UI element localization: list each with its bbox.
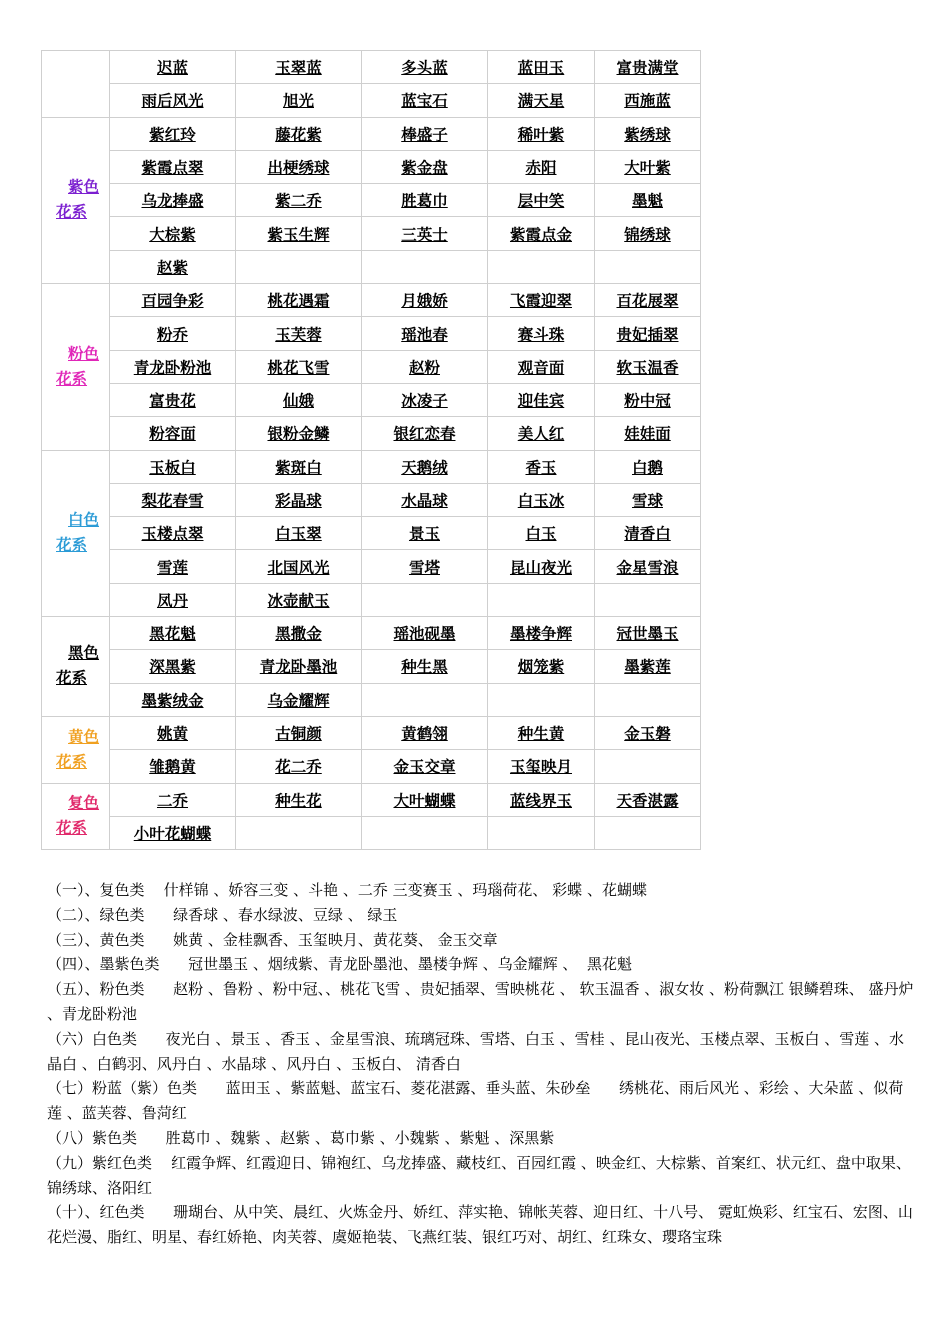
variety-cell: [595, 617, 701, 650]
variety-link[interactable]: 雨后风光: [141, 92, 204, 111]
category-label: [42, 783, 110, 850]
table-row: [42, 250, 701, 283]
variety-cell: [236, 184, 362, 217]
table-row: [42, 750, 701, 783]
variety-link[interactable]: 白玉翠: [275, 525, 322, 544]
variety-link[interactable]: 冰凌子: [401, 392, 448, 411]
variety-cell: [236, 650, 362, 683]
variety-link[interactable]: 多头蓝: [401, 59, 448, 78]
variety-link[interactable]: 黑撒金: [275, 625, 322, 644]
variety-cell: [595, 450, 701, 483]
variety-link[interactable]: 清香白: [624, 525, 671, 544]
variety-link[interactable]: 二乔: [156, 791, 188, 810]
variety-cell: [595, 750, 701, 783]
variety-link[interactable]: 银粉金鳞: [267, 425, 330, 444]
variety-cell: [236, 317, 362, 350]
variety-link[interactable]: 凤丹: [156, 591, 188, 610]
variety-link[interactable]: 锦绣球: [624, 225, 671, 244]
variety-link[interactable]: 紫绣球: [624, 125, 671, 144]
variety-cell: [110, 583, 236, 616]
variety-link[interactable]: 赵紫: [156, 258, 188, 277]
variety-link[interactable]: 软玉温香: [616, 358, 679, 377]
table-row: [42, 51, 701, 84]
variety-cell: [488, 184, 595, 217]
variety-link[interactable]: 雪球: [631, 492, 663, 510]
table-row: [42, 450, 701, 483]
variety-link[interactable]: 青龙卧粉池: [133, 358, 212, 377]
variety-link[interactable]: 彩晶球: [275, 492, 322, 510]
variety-cell: [488, 284, 595, 317]
variety-cell: [595, 51, 701, 84]
category-label-line2: 花系: [56, 536, 88, 555]
table-row: [42, 217, 701, 250]
variety-cell: [488, 583, 595, 616]
note-line: （九）紫红色类 红霞争辉、红霞迎日、锦袍红、乌龙捧盛、藏枝红、百园红霞 、映金红、大棕紫、首案红、状元红、盘中取果、锦绣球、洛阳红: [47, 1153, 911, 1197]
variety-link[interactable]: 梨花春雪: [141, 492, 204, 510]
variety-link[interactable]: 三英士: [401, 225, 448, 244]
variety-link[interactable]: 仙娥: [282, 392, 314, 411]
variety-link[interactable]: 墨楼争辉: [509, 625, 572, 644]
variety-link[interactable]: 水晶球: [401, 492, 448, 510]
variety-cell: [110, 383, 236, 416]
table-row: [42, 783, 701, 816]
peony-variety-table: [41, 50, 701, 850]
variety-cell: [236, 150, 362, 183]
variety-link[interactable]: 玉玺映月: [509, 758, 572, 777]
variety-cell: [488, 217, 595, 250]
variety-link[interactable]: 粉容面: [149, 425, 196, 444]
variety-link[interactable]: 娃娃面: [624, 425, 671, 444]
table-row: [42, 483, 701, 516]
variety-cell: [595, 816, 701, 849]
category-label-line2: 花系: [56, 203, 88, 222]
variety-cell: [362, 450, 488, 483]
variety-cell: [110, 184, 236, 217]
variety-link[interactable]: 昆山夜光: [509, 558, 572, 577]
table-row: [42, 417, 701, 450]
variety-link[interactable]: 玉芙蓉: [275, 325, 322, 344]
variety-cell: [595, 217, 701, 250]
variety-cell: [236, 816, 362, 849]
variety-cell: [488, 350, 595, 383]
variety-cell: [595, 184, 701, 217]
variety-cell: [595, 84, 701, 117]
variety-cell: [362, 683, 488, 716]
category-label-line1: 紫色: [68, 178, 100, 197]
variety-cell: [488, 517, 595, 550]
variety-link[interactable]: 胜葛巾: [401, 192, 448, 211]
table-row: [42, 284, 701, 317]
variety-cell: [595, 117, 701, 150]
variety-cell: [595, 150, 701, 183]
variety-cell: [110, 450, 236, 483]
category-label: [42, 51, 110, 118]
variety-cell: [236, 617, 362, 650]
category-label-line1: 白色: [68, 511, 100, 530]
note-line: （十）、红色类 珊瑚台、从中笑、晨红、火炼金丹、娇红、萍实艳、锦帐芙蓉、迎日红、十八号、 霓虹焕彩、红宝石、宏图、山花烂漫、脂红、明星、春红娇艳、肉芙蓉、虞姬艳装、飞燕红装、银红巧对、胡红、红珠女、璎珞宝珠: [47, 1203, 913, 1247]
variety-cell: [362, 150, 488, 183]
variety-link[interactable]: 旭光: [282, 92, 314, 111]
variety-link[interactable]: 满天星: [517, 92, 565, 111]
variety-cell: [236, 683, 362, 716]
variety-cell: [236, 483, 362, 516]
variety-link[interactable]: 金玉交章: [393, 758, 456, 777]
variety-cell: [488, 383, 595, 416]
variety-link[interactable]: 蓝线界玉: [509, 791, 572, 810]
variety-cell: [236, 250, 362, 283]
table-row: [42, 650, 701, 683]
variety-link[interactable]: 大叶蝴蝶: [393, 791, 456, 810]
variety-link[interactable]: 古铜颜: [275, 725, 322, 744]
variety-cell: [110, 317, 236, 350]
variety-cell: [488, 617, 595, 650]
table-row: [42, 317, 701, 350]
variety-link[interactable]: 玉翠蓝: [275, 59, 322, 78]
variety-link[interactable]: 富贵满堂: [616, 59, 679, 78]
variety-cell: [236, 750, 362, 783]
variety-link[interactable]: 紫二乔: [275, 192, 322, 211]
variety-link[interactable]: 玉板白: [149, 458, 196, 477]
variety-cell: [362, 217, 488, 250]
variety-cell: [236, 417, 362, 450]
variety-link[interactable]: 乌龙捧盛: [141, 192, 204, 211]
variety-link[interactable]: 紫玉生辉: [267, 225, 330, 244]
variety-link[interactable]: 紫斑白: [275, 458, 322, 477]
variety-link[interactable]: 墨紫莲: [624, 658, 671, 677]
category-label-line2: 花系: [56, 669, 88, 688]
variety-link[interactable]: 种生黑: [401, 658, 448, 677]
variety-cell: [488, 51, 595, 84]
variety-cell: [110, 550, 236, 583]
note-line: （六）白色类 夜光白 、景玉 、香玉 、金星雪浪、琉璃冠珠、雪塔、白玉 、雪桂 、昆山夜光、玉楼点翠、玉板白 、雪莲 、水晶白 、白鹤羽、风丹白 、水晶球 、风丹白 、玉板白、 清香白: [47, 1029, 904, 1073]
variety-link[interactable]: 紫金盘: [401, 159, 448, 178]
variety-link[interactable]: 冰壶献玉: [267, 591, 330, 610]
variety-cell: [362, 750, 488, 783]
variety-cell: [488, 716, 595, 749]
variety-link[interactable]: 雪塔: [408, 558, 440, 577]
variety-link[interactable]: 贵妃插翠: [616, 325, 679, 344]
category-label-line1: 黄色: [68, 727, 100, 746]
table-row: [42, 383, 701, 416]
variety-link[interactable]: 赤阳: [525, 159, 557, 178]
variety-cell: [110, 750, 236, 783]
variety-cell: [110, 483, 236, 516]
variety-link[interactable]: 景玉: [408, 525, 440, 544]
variety-link[interactable]: 冠世墨玉: [616, 625, 679, 644]
note-line: （三）、黄色类 姚黄 、金桂飘香、玉玺映月、黄花葵、 金玉交章: [47, 930, 498, 949]
variety-link[interactable]: 花二乔: [275, 758, 322, 777]
variety-cell: [236, 783, 362, 816]
variety-link[interactable]: 大叶紫: [624, 159, 671, 178]
table-row: [42, 683, 701, 716]
variety-link[interactable]: 赛斗珠: [517, 325, 565, 344]
variety-link[interactable]: 迟蓝: [156, 59, 188, 78]
table-row: [42, 84, 701, 117]
category-label: [42, 284, 110, 450]
variety-link[interactable]: 种生花: [275, 791, 322, 810]
variety-cell: [362, 550, 488, 583]
variety-cell: [595, 716, 701, 749]
category-label-line2: 花系: [56, 819, 88, 838]
variety-cell: [362, 517, 488, 550]
variety-cell: [110, 350, 236, 383]
note-line: （七）粉蓝（紫）色类 蓝田玉 、紫蓝魁、蓝宝石、菱花湛露、垂头蓝、朱砂垒 绣桃花、雨后风光 、彩绘 、大朵蓝 、似荷莲 、蓝芙蓉、鲁菏红: [47, 1079, 904, 1123]
variety-cell: [236, 450, 362, 483]
variety-cell: [362, 783, 488, 816]
variety-link[interactable]: 桃花遇霜: [267, 292, 330, 311]
variety-link[interactable]: 紫霞点金: [509, 225, 572, 244]
variety-cell: [236, 350, 362, 383]
variety-cell: [362, 483, 488, 516]
variety-cell: [110, 84, 236, 117]
variety-link[interactable]: 青龙卧墨池: [259, 658, 338, 677]
variety-link[interactable]: 天香湛露: [616, 791, 679, 810]
variety-cell: [110, 716, 236, 749]
variety-cell: [488, 483, 595, 516]
category-label-line2: 花系: [56, 369, 88, 388]
category-label: [42, 117, 110, 283]
table-row: [42, 617, 701, 650]
variety-link[interactable]: 百花展翠: [616, 292, 679, 311]
table-row: [42, 716, 701, 749]
table-row: [42, 583, 701, 616]
table-row: [42, 350, 701, 383]
variety-cell: [362, 383, 488, 416]
variety-cell: [236, 383, 362, 416]
variety-link[interactable]: 金星雪浪: [616, 558, 679, 577]
variety-link[interactable]: 黄鹤翎: [401, 725, 448, 744]
table-row: [42, 117, 701, 150]
category-label-line1: 粉色: [68, 344, 100, 363]
variety-link[interactable]: 紫霞点翠: [141, 159, 204, 178]
variety-cell: [488, 750, 595, 783]
variety-cell: [595, 417, 701, 450]
variety-cell: [362, 417, 488, 450]
variety-cell: [362, 617, 488, 650]
variety-link[interactable]: 白玉冰: [517, 492, 565, 510]
variety-link[interactable]: 种生黄: [517, 725, 565, 744]
variety-link[interactable]: 藤花紫: [275, 125, 322, 144]
table-row: [42, 150, 701, 183]
variety-cell: [595, 284, 701, 317]
variety-cell: [488, 150, 595, 183]
variety-link[interactable]: 小叶花蝴蝶: [133, 824, 212, 843]
variety-link[interactable]: 迎佳宾: [517, 392, 565, 411]
variety-link[interactable]: 西施蓝: [624, 92, 671, 111]
variety-cell: [236, 117, 362, 150]
variety-cell: [236, 84, 362, 117]
variety-link[interactable]: 墨紫绒金: [141, 691, 204, 710]
variety-cell: [362, 816, 488, 849]
variety-link[interactable]: 桃花飞雪: [267, 358, 330, 377]
variety-link[interactable]: 玉楼点翠: [141, 525, 204, 544]
variety-cell: [110, 517, 236, 550]
variety-cell: [488, 317, 595, 350]
variety-cell: [595, 583, 701, 616]
variety-link[interactable]: 雪莲: [156, 558, 188, 577]
variety-cell: [110, 217, 236, 250]
variety-cell: [595, 317, 701, 350]
variety-link[interactable]: 百园争彩: [141, 292, 204, 311]
table-row: [42, 816, 701, 849]
variety-link[interactable]: 瑶池春: [401, 325, 448, 344]
category-label-line1: 复色: [68, 794, 100, 813]
variety-link[interactable]: 赵粉: [408, 358, 440, 377]
variety-cell: [110, 417, 236, 450]
variety-link[interactable]: 棒盛子: [401, 125, 448, 144]
variety-cell: [110, 816, 236, 849]
variety-cell: [362, 716, 488, 749]
category-label-line2: 花系: [56, 752, 88, 771]
variety-link[interactable]: 乌金耀辉: [267, 691, 330, 710]
variety-link[interactable]: 出梗绣球: [267, 159, 330, 178]
variety-cell: [488, 550, 595, 583]
variety-cell: [595, 350, 701, 383]
category-label: [42, 450, 110, 616]
variety-link[interactable]: 姚黄: [156, 725, 188, 744]
variety-link[interactable]: 粉乔: [156, 325, 188, 344]
variety-cell: [595, 250, 701, 283]
variety-cell: [110, 683, 236, 716]
variety-cell: [488, 250, 595, 283]
note-line: （四）、墨紫色类 冠世墨玉 、烟绒紫、青龙卧墨池、墨楼争辉 、乌金耀辉 、 黑花魁: [47, 955, 632, 974]
variety-cell: [488, 84, 595, 117]
variety-link[interactable]: 深黑紫: [149, 658, 196, 677]
variety-link[interactable]: 北国风光: [267, 558, 330, 577]
variety-link[interactable]: 观音面: [517, 358, 565, 377]
variety-link[interactable]: 天鹅绒: [401, 458, 448, 477]
variety-cell: [110, 51, 236, 84]
variety-cell: [236, 517, 362, 550]
variety-cell: [488, 450, 595, 483]
color-class-notes: [47, 878, 917, 1250]
variety-cell: [110, 117, 236, 150]
variety-link[interactable]: 香玉: [525, 458, 557, 477]
variety-cell: [362, 117, 488, 150]
variety-cell: [236, 51, 362, 84]
variety-cell: [488, 650, 595, 683]
variety-link[interactable]: 月娥娇: [401, 292, 448, 311]
variety-cell: [236, 217, 362, 250]
table-row: [42, 517, 701, 550]
variety-link[interactable]: 雏鹅黄: [149, 758, 196, 777]
variety-link[interactable]: 层中笑: [517, 192, 565, 211]
variety-cell: [362, 51, 488, 84]
variety-cell: [362, 84, 488, 117]
variety-cell: [236, 583, 362, 616]
variety-cell: [110, 250, 236, 283]
variety-link[interactable]: 粉中冠: [624, 392, 671, 411]
variety-link[interactable]: 白鹅: [631, 458, 663, 477]
variety-cell: [110, 783, 236, 816]
variety-cell: [595, 683, 701, 716]
variety-cell: [362, 184, 488, 217]
note-line: （一）、复色类 什样锦 、娇容三变 、斗艳 、二乔 三变赛玉 、玛瑙荷花、 彩蝶 、花蝴蝶: [47, 881, 647, 899]
variety-cell: [236, 284, 362, 317]
variety-link[interactable]: 蓝宝石: [401, 92, 448, 111]
variety-cell: [595, 550, 701, 583]
variety-cell: [362, 650, 488, 683]
variety-cell: [362, 250, 488, 283]
variety-cell: [595, 517, 701, 550]
variety-link[interactable]: 瑶池砚墨: [393, 625, 456, 644]
variety-link[interactable]: 飞霞迎翠: [509, 292, 572, 311]
variety-cell: [236, 716, 362, 749]
variety-cell: [362, 350, 488, 383]
variety-cell: [488, 683, 595, 716]
variety-link[interactable]: 稀叶紫: [517, 125, 565, 144]
variety-cell: [488, 417, 595, 450]
variety-cell: [110, 150, 236, 183]
variety-link[interactable]: 墨魁: [631, 192, 663, 211]
variety-cell: [488, 816, 595, 849]
variety-link[interactable]: 蓝田玉: [517, 59, 565, 78]
variety-cell: [595, 383, 701, 416]
variety-cell: [362, 317, 488, 350]
variety-link[interactable]: 美人红: [517, 425, 565, 444]
variety-cell: [110, 650, 236, 683]
variety-link[interactable]: 黑花魁: [149, 625, 196, 644]
variety-cell: [110, 617, 236, 650]
variety-cell: [595, 483, 701, 516]
variety-link[interactable]: 富贵花: [149, 392, 196, 411]
variety-link[interactable]: 银红恋春: [393, 425, 456, 444]
category-label-line1: 黑色: [68, 644, 100, 663]
variety-link[interactable]: 白玉: [525, 525, 557, 544]
variety-link[interactable]: 烟笼紫: [517, 658, 565, 677]
variety-link[interactable]: 金玉磐: [624, 725, 671, 744]
note-line: （八）紫色类 胜葛巾 、魏紫 、赵紫 、葛巾紫 、小魏紫 、紫魁 、深黑紫: [47, 1128, 555, 1147]
category-label: [42, 716, 110, 783]
category-label: [42, 617, 110, 717]
note-line: （二）、绿色类 绿香球 、春水绿波、豆绿 、 绿玉: [47, 905, 398, 924]
variety-cell: [236, 550, 362, 583]
variety-cell: [595, 650, 701, 683]
variety-cell: [362, 284, 488, 317]
variety-cell: [110, 284, 236, 317]
variety-cell: [595, 783, 701, 816]
variety-link[interactable]: 大棕紫: [149, 225, 196, 244]
variety-cell: [362, 583, 488, 616]
note-line: （五）、粉色类 赵粉 、鲁粉 、粉中冠、、桃花飞雪 、贵妃插翠、雪映桃花 、 软玉温香 、淑女妆 、粉荷飘江 银鳞碧珠、 盛丹炉 、青龙卧粉池: [47, 980, 919, 1023]
variety-cell: [488, 117, 595, 150]
variety-cell: [488, 783, 595, 816]
table-row: [42, 550, 701, 583]
table-row: [42, 184, 701, 217]
variety-link[interactable]: 紫红玲: [149, 125, 196, 144]
